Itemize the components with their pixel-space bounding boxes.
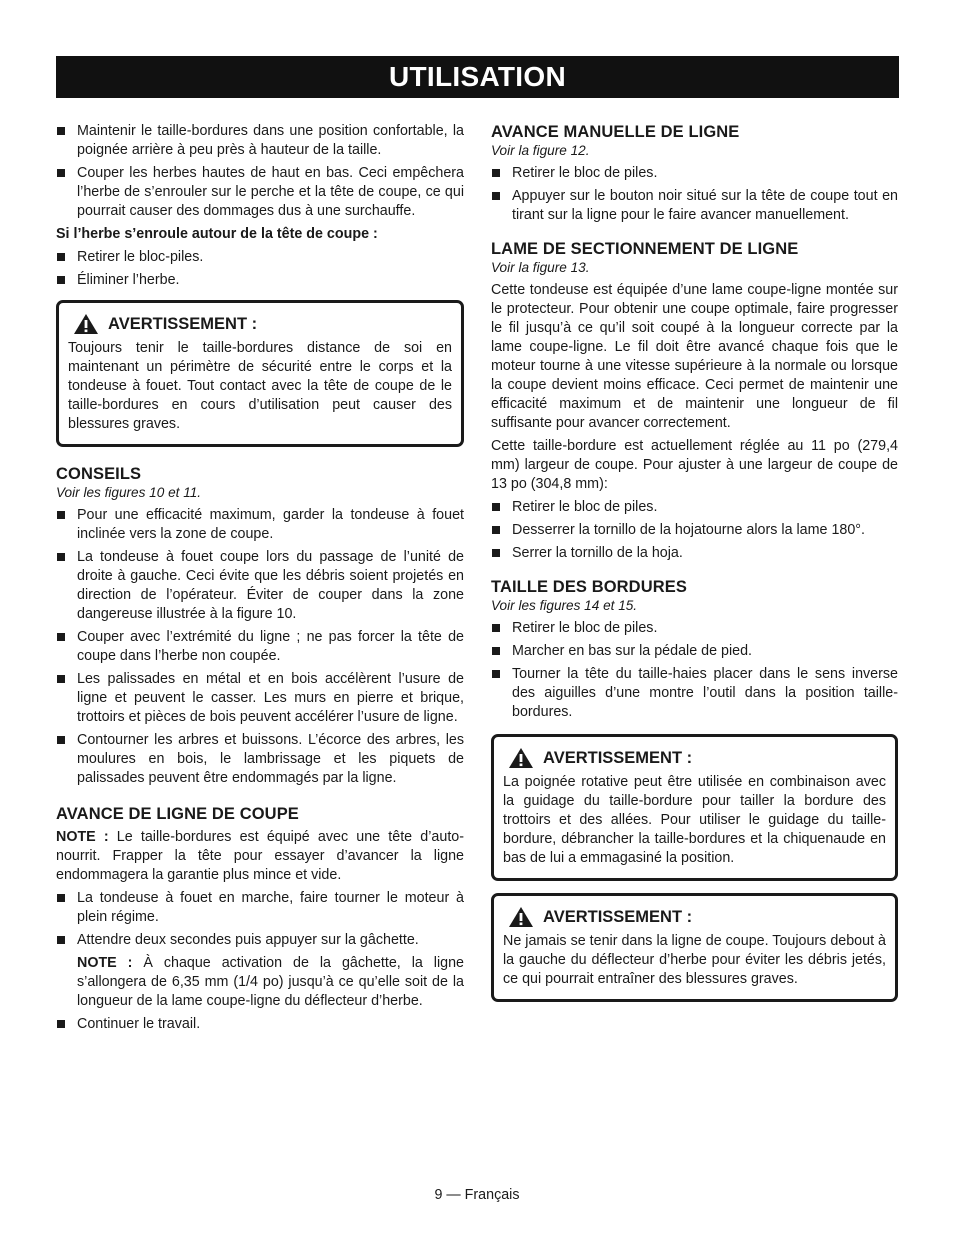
figure-reference: Voir les figures 14 et 15. <box>491 598 638 613</box>
page-number: 9 — Français <box>434 1187 520 1203</box>
list-item: Serrer la tornillo de la hoja. <box>491 544 898 563</box>
warning-header <box>68 313 452 335</box>
list-item: Couper les herbes hautes de haut en bas. Ceci empêchera l’herbe de s’enrouler sur le perche et la tête de coupe, ce qui pourrait causer des dommages dus à une surchauffe. <box>56 164 464 221</box>
list-item: Les palissades en métal et en bois accélèrent l’usure de ligne et peuvent le casser. Les murs en pierre et brique, trottoirs et pièces de bois peuvent accélérer l’usure de ligne. <box>56 670 464 727</box>
warning-box <box>56 300 464 447</box>
lame-paragraph-2: Cette taille-bordure est actuellement réglée au 11 po (279,4 mm) largeur de coupe. Pour ajuster à une largeur de coupe de 13 po (304,8 mm): <box>491 438 898 492</box>
list-item: Couper avec l’extrémité du ligne ; ne pas forcer la tête de coupe dans l’herbe non coupée. <box>56 628 464 666</box>
figure-reference: Voir la figure 13. <box>491 260 590 275</box>
manuelle-list <box>491 164 898 225</box>
list-item: Éliminer l’herbe. <box>56 271 464 290</box>
note-label: NOTE : <box>77 955 133 971</box>
right-column <box>491 122 898 1002</box>
warning-header <box>503 906 886 928</box>
conseils-list <box>56 506 464 788</box>
warning-text: La poignée rotative peut être utilisée en combinaison avec la guidage du taille-bordure pour tailler la bordure des trottoirs et des allées. Pour utiliser le guidage du taille-bordure, débrancher la taille-bordures et la chiquenaude en bas de lui a emmagasiné la position. <box>503 774 886 866</box>
list-item: Desserrer la tornillo de la hojatourne alors la lame 180°. <box>491 521 898 540</box>
inner-note <box>56 954 464 1011</box>
intro-list <box>56 122 464 221</box>
list-item: Continuer le travail. <box>56 1015 464 1034</box>
note-text: Le taille-bordures est équipé avec une tête d’auto-nourrit. Frapper la tête pour essayer d’avancer la ligne endommagera la garantie plus mince et vide. <box>56 829 465 883</box>
grass-list <box>56 248 464 290</box>
avance-list-end <box>56 1015 464 1034</box>
list-item: Pour une efficacité maximum, garder la tondeuse à fouet inclinée vers la zone de coupe. <box>56 506 464 544</box>
note-paragraph <box>56 828 464 885</box>
warning-title: AVERTISSEMENT : <box>543 748 693 767</box>
list-item: Tourner la tête du taille-haies placer dans le sens inverse des aiguilles d’une montre l’outil dans la position taille-bordures. <box>491 665 898 722</box>
list-item: Maintenir le taille-bordures dans une position confortable, la poignée arrière à peu près à hauteur de la taille. <box>56 122 464 160</box>
list-item: Retirer le bloc de piles. <box>491 164 898 183</box>
list-item: Retirer le bloc de piles. <box>491 498 898 517</box>
warning-title: AVERTISSEMENT : <box>543 907 693 926</box>
warning-box <box>491 893 898 1002</box>
figure-reference: Voir les figures 10 et 11. <box>56 485 202 500</box>
left-column <box>56 122 464 1038</box>
page-title: UTILISATION <box>56 56 899 98</box>
note-text: À chaque activation de la gâchette, la ligne s’allongera de 6,35 mm (1/4 po) jusqu’à ce qu’elle soit de la longueur de la lame coupe-ligne du déflecteur d’herbe. <box>77 955 464 1009</box>
list-item: Appuyer sur le bouton noir situé sur la tête de coupe tout en tirant sur la ligne pour le faire avancer manuellement. <box>491 187 898 225</box>
lame-paragraph-1: Cette tondeuse est équipée d’une lame coupe-ligne montée sur le protecteur. Pour obtenir une coupe optimale, faire progresser le fil jusqu’à ce qu’il soit coupé à la longueur correcte par la lame coupe-ligne. Le fil doit être avancé chaque fois que le moteur tourne à une vitesse supérieure à la normale ou lorsque la coupe devient moins efficace. Ceci permet de maintenir une efficacité maximum et de maintenir une longueur de fil suffisante pour avancer correctement. <box>491 282 898 431</box>
section-title-lame: LAME DE SECTIONNEMENT DE LIGNE <box>491 240 799 258</box>
list-item: La tondeuse à fouet coupe lors du passage de l’unité de droite à gauche. Ceci évite que les débris soient projetés en direction de l’opérateur. Éviter de couper dans la zone dangereuse illustrée à la figure 10. <box>56 548 464 624</box>
list-item: La tondeuse à fouet en marche, faire tourner le moteur à plein régime. <box>56 889 464 927</box>
grass-heading: Si l’herbe s’enroule autour de la tête de coupe : <box>56 226 378 242</box>
section-title-manuelle: AVANCE MANUELLE DE LIGNE <box>491 123 740 141</box>
list-item: Contourner les arbres et buissons. L’écorce des arbres, les moulures en bois, le lambrissage et les piquets de palissades peuvent être endommagés par la ligne. <box>56 731 464 788</box>
lame-list <box>491 498 898 563</box>
warning-triangle-icon <box>73 313 99 335</box>
warning-text: Toujours tenir le taille-bordures distance de soi en maintenant un périmètre de sécurité entre le corps et la tondeuse à fouet. Tout contact avec la tête de coupe de le taille-bordures en cours d’utilisation peut causer des blessures graves. <box>68 340 452 432</box>
figure-reference: Voir la figure 12. <box>491 143 590 158</box>
taille-list <box>491 619 898 722</box>
warning-title: AVERTISSEMENT : <box>108 314 258 333</box>
warning-triangle-icon <box>508 747 534 769</box>
list-item: Attendre deux secondes puis appuyer sur la gâchette. <box>56 931 464 950</box>
warning-triangle-icon <box>508 906 534 928</box>
list-item: Marcher en bas sur la pédale de pied. <box>491 642 898 661</box>
list-item: Retirer le bloc-piles. <box>56 248 464 267</box>
section-title-conseils: CONSEILS <box>56 465 142 483</box>
warning-text: Ne jamais se tenir dans la ligne de coupe. Toujours debout à la gauche du déflecteur d’herbe pour éviter les débris jetés, ce qui pourrait entraîner des blessures graves. <box>503 933 886 987</box>
note-label: NOTE : <box>56 829 109 845</box>
avance-list <box>56 889 464 950</box>
section-title-avance: AVANCE DE LIGNE DE COUPE <box>56 805 299 823</box>
warning-box <box>491 734 898 881</box>
section-title-taille: TAILLE DES BORDURES <box>491 578 687 596</box>
list-item: Retirer le bloc de piles. <box>491 619 898 638</box>
warning-header <box>503 747 886 769</box>
